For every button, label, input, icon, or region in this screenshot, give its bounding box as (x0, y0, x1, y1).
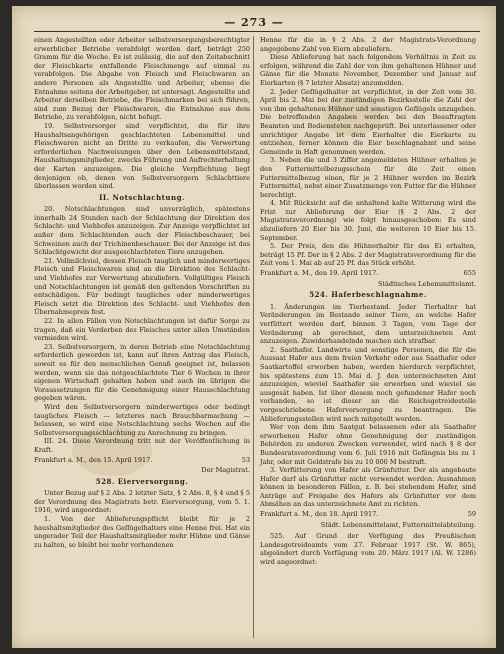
paragraph: Wer von dem ihm Saatgut belassenen oder als Saathafer erworbenen Hafer ohne Genehmigung der zuständigen Behörden zu anderen Zwecken verwendet, wird nach § 8 der Bundesratsverordnung vom 6. Juli 1916 mit Gefängnis bis zu 1 Jahr, oder mit Geldstrafe bis zu 10 000 M bestraft. (260, 423, 476, 466)
paragraph: Unter Bezug auf § 2 Abs. 2 letzter Satz, § 2 Abs. 8, § 4 und § 5 der Verordnung des Magistrats betr. Eierversorgung, vom 5. 1. 1916, wird angeordnet: (34, 489, 250, 515)
signature-line (260, 510, 476, 519)
signature-date: Frankfurt a. M., den 19. April 1917. (260, 269, 379, 278)
paragraph: 3. Neben die und 3 Ziffer angemeldeten Hühner erhalten je den Futtermittelbezugsschein für die Zeit einen Futtermittelbezug einen, für je 2 Hühner werden im Bezirk Futtermittel, nebst einer Zusatzmenge von Futter für die Hühner berechtigt. (260, 156, 476, 199)
signature-number: 53 (241, 455, 250, 464)
paragraph: 1. Änderungen im Tierbestand. Jeder Tierhalter hat Veränderungen im Bestande seiner Tiere, an welche Hafer verfüttert werden darf, binnen 3 Tagen, vom Tage der Veränderung ab gerechnet, dem unterzeichneten Amt anzuzeigen. Zuwiderhandelnde machen sich strafbar. (260, 302, 476, 346)
paragraph: einen Angestellten oder Arbeiter selbstversorgungsberechtigter erwerblicher Betriebe verabfolgt werden darf, beträgt 250 Gramm für die Woche. Es ist zulässig, die auf den Zeitabschnitt der Fleischkarte entfallende Fleischmenge auf einmal zu verabfolgen. Die Abgabe von Fleisch und Fleischwaren an andere Personen als Angestellte und Arbeiter, ebenso die Entnahme seitens der Arbeitgeber, ist untersagt. Angestellte und Arbeiter derselben Betriebe, die Fleischmarken bei sich führen, sind zum Bezug der Fleischwaren, die Entnahme aus dem Betriebe, zu verabfolgen, nicht befugt. (34, 36, 250, 122)
signature-number: 59 (467, 510, 476, 519)
section-title: Haferbeschlagnahme. (331, 290, 427, 300)
paragraph: 4. Mit Rücksicht auf die anhaltend kalte Witterung wird die Frist zur Ablieferung der Eier (§ 2 Abs. 2 der Magistratsverordnung) wie folgt hinausgeschoben: Es sind abzuliefern 20 Eier bis 30. Juni, die weiteren 10 Eier bis 15. September. (260, 199, 476, 242)
header-rule (34, 31, 480, 32)
paragraph: 23. Selbstversorgern, in deren Betrieb eine Notschlachtung erforderlich geworden ist, kann auf ihren Antrag das Fleisch, soweit es für den menschlichen Genuß geeignet ist, belassen werden, wenn sie das notgeschlachtete Tier 6 Wochen in ihrer eigenen Wirtschaft gehalten haben und auch im übrigen die Voraussetzungen für die Genehmigung einer Hausschlachtung gegeben wären. (34, 342, 250, 403)
signature-date: Frankfurt a. M., den 18. April 1917. (260, 510, 379, 519)
paragraph: Wird den Selbstversorgern minderwertiges oder bedingt taugliches Fleisch — letzteres nach Brauchbarmachung — belassen, so wird eine Notschlachtung sechs Wochen auf die Selbstversorgungsschlachtung zu Anrechnung zu bringen. (34, 402, 250, 437)
section-heading-row (34, 478, 250, 487)
right-column (260, 36, 476, 567)
signature-line (260, 269, 476, 278)
paragraph: 525. Auf Grund der Verfügung des Preußischen Landesgetreideamts vom 27. Februar 1917 (St. W. 865), abgeändert durch Verfügung vom 20. März 1917 (Al. W. 1286) wird angeordnet: (260, 532, 476, 567)
signature-authority: Städt. Lebensmittelamt, Futtermittelabteilung. (320, 520, 476, 529)
paragraph: 22. In allen Fällen von Notschlachtungen ist dafür Sorge zu tragen, daß ein Verderben des Fleisches unter allen Umständen vermieden wird. (34, 317, 250, 343)
signature-date: Frankfurt a. M., den 15. April 1917. (34, 455, 153, 464)
paragraph: 3. Verfütterung von Hafer als Grünfutter. Der als angebaute Hafer darf als Grünfutter nicht verwendet werden. Ausnahmen können in besonderen Fällen, z. B. bei stehendem Hafer, sind Anträge auf Freigabe des Hafers als Grünfutter vor dem Abmähen an das unterzeichnete Amt zu richten. (260, 466, 476, 509)
paragraph: 19. Selbstversorger sind verpflichtet, die für ihre Haushaltsangehörigen geschlachteten Lebensmittel und Fleischwaren nicht an Dritte zu verkaufen, die Verwertung erforderlichen Nachweisungen über den Lebensmittelstand, Haushaltungsmitglieder, zwecks Führung und Aufrechterhaltung der Karten anzuzeigen. Die gleiche Verpflichtung liegt denjenigen ob, denen von Selbstversorgern Schlachttiere überlassen worden sind. (34, 121, 250, 191)
paragraph: 20. Notschlachtungen sind unverzüglich, spätestens innerhalb 24 Stunden nach der Schlachtung der Direktion des Schlacht- und Viehhofes anzuzeigen. Zur Anzeige verpflichtet ist außer dem Schlachtenden auch der Fleischbeschauer, bei Schweinen auch der Trichinenbeschauer. Bei der Anzeige ist das Schlachtgewicht der ausgeschlachteten Tiere anzugeben. (34, 205, 250, 257)
signature-authority: Städtisches Lebensmittelamt. (377, 279, 476, 288)
paragraph: 21. Vollmilchviel, dessen Fleisch tauglich und minderwertiges Fleisch und Fleischwaren sind an die Direktion des Schlacht- und Viehhofes zur Verwertung abzuliefern. Vollgültiges Fleisch und Notschlachtungen ist gemäß den geltenden Vorschriften zu entschädigen. Für bedingt taugliches oder minderwertiges Fleisch setzt die Direktion des Schlacht- und Viehhofes den Übernahmepreis fest. (34, 256, 250, 317)
signature-authority: Der Magistrat. (201, 466, 250, 475)
column-divider (253, 36, 254, 638)
paragraph: 2. Saathafer. Landwirte und sonstige Personen, die für die Aussaat Hafer aus dem freien Verkehr oder aus Saathafer oder Saatkartoffel erworben haben, werden hierdurch verpflichtet, bis spätestens zum 15. Mai d. J. den unterzeichneten Amt anzuzeigen, wieviel Saathafer sie erworben und wieviel sie ausgesät haben. Ist über diesem noch gefundener Hafer noch vorhanden, so ist dieser an die Reichsgetreidestelle vorgeschriebene Haferversorgung zu beantragen. Die Ablieferungsstellen wird noch mitgeteilt werden. (260, 345, 476, 423)
paragraph: 1. Von der Ablieferungspflicht bleibt für je 2 haushaltsmitglieder des Geflügelhalters eine Henne frei. Hat ein ungerader Teil der Haushaltsmitglieder mehr Hühne und Gänse zu halten, so bleibt bei mehr vorhandenen (34, 515, 250, 549)
paragraph: 5. Der Preis, den die Hühnerhalter für das Ei erhalten, beträgt 15 Pf. Der in § 2 Abs. 2 der Magistratsverordnung für die Zeit vom 1. Mai ab auf 25 Pf. das Stück erhöht. (260, 242, 476, 268)
section-heading: II. Notschlachtung. (99, 192, 185, 202)
section-number: 524. (309, 290, 329, 300)
section-heading-row (260, 291, 476, 300)
section-title: Eierversorgung. (117, 476, 189, 486)
paragraph: III. 24. Diese Verordnung tritt mit der Veröffentlichung in Kraft. (34, 437, 250, 454)
signature-number: 655 (463, 269, 476, 278)
section-number: 528. (95, 476, 115, 486)
page-number: — 273 — (224, 16, 284, 29)
left-column (34, 36, 250, 549)
paragraph: 2. Jeder Geflügelhalter ist verpflichtet, in der Zeit vom 30. April bis 2. Mai bei der zuständigen Bezirksstelle die Zahl der von ihm gehaltenen Hühner und sonstigen Geflügels anzugeben. Die betreffenden Angaben werden bei den Beauftragten Beamten und Bediensteten nachgeprüft. Bei unterlassener oder unrichtiger Angabe ist dem Eierhalter die Eierkarte zu entziehen, ferner können die Eier beschlagnahmt und seine Gemeinde in Haft genommen werden. (260, 87, 476, 156)
signature-line (34, 456, 250, 465)
paragraph: Diese Ablieferung hat nach folgendem Verhältnis in Zeit zu erfolgen, während die Zahl der von ihm gehaltenen Hühner und Gänse für die Monate November, Dezember und Januar auf Eierkarten (§ 7 letzter Absatz) anzumelden. (260, 53, 476, 87)
document-page (12, 6, 496, 648)
paragraph: Henne für die in § 2 Abs. 2 der Magistrats-Verordnung angegebene Zahl von Eiern abzuliefern. (260, 36, 476, 53)
